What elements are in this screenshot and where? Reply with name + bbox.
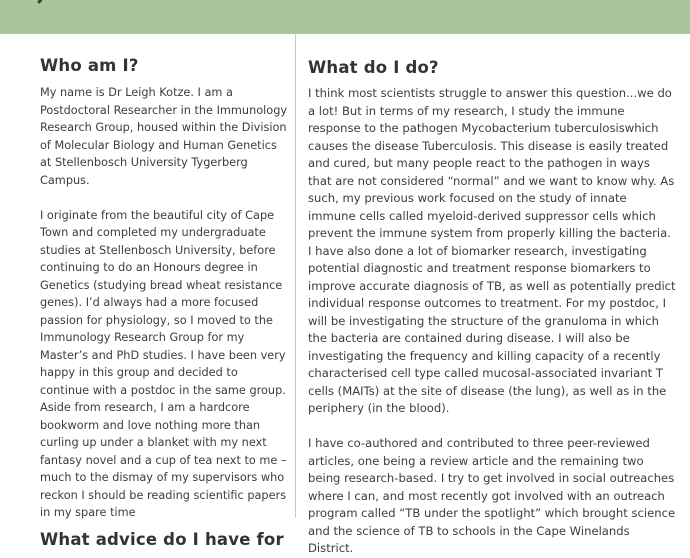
intro-paragraph: My name is Dr Leigh Kotze. I am a Postdoctoral Researcher in the Immunology Research Group, housed within the Division of Molecular Biology and Human Genetics at Stellenbosch University Tygerberg Campus.	[40, 86, 288, 187]
paragraph-gap	[40, 189, 290, 207]
publications-paragraph: I have co-authored and contributed to three peer-reviewed articles, one being a review article and the remaining two being research-based. I try to get involved in social outreaches where I can, and most recently got involved with an outreach program called “TB under the spotlight” which brought science and the science of TB to schools in the Cape Winelands District.	[308, 436, 676, 555]
banner-decoration	[37, 0, 46, 4]
column-divider	[295, 34, 296, 518]
advice-heading: What advice do I have for	[40, 529, 284, 549]
left-column	[40, 56, 290, 558]
research-paragraph: I think most scientists struggle to answer this question...we do a lot! But in terms of my research, I study the immune response to the pathogen Mycobacterium tuberculosiswhich causes the disease Tuberculosis. This disease is easily treated and cured, but many people react to the pathogen in ways that are not considered “normal” and we want to know why. As such, my previous work focused on the study of innate immune cells called myeloid-derived suppressor cells which prevent the immune system from properly killing the bacteria. I have also done a lot of biomarker research, investigating potential diagnostic and treatment response biomarkers to improve accurate diagnosis of TB, as well as potentially predict individual response outcomes to treatment. For my postdoc, I will be investigating the structure of the granuloma in which the bacteria are contained during disease. I will also be investigating the frequency and killing capacity of a recently characterised cell type called mucosal-associated invariant T cells (MAITs) at the site of disease (the lung), as well as in the periphery (in the blood).	[308, 86, 676, 415]
what-do-i-do-heading: What do I do?	[308, 58, 439, 77]
right-column	[308, 58, 676, 558]
paragraph-gap	[308, 418, 676, 436]
who-am-i-heading: Who am I?	[40, 56, 139, 75]
top-banner	[0, 0, 690, 34]
background-paragraph: I originate from the beautiful city of Cape Town and completed my undergraduate studies at Stellenbosch University, before continuing to do an Honours degree in Genetics (studying bread wheat resistance genes). I’d always had a more focused passion for physiology, so I moved to the Immunology Research Group for my Master’s and PhD studies. I have been very happy in this group and decided to continue with a postdoc in the same group. Aside from research, I am a hardcore bookworm and love nothing more than curling up under a blanket with my next fantasy novel and a cup of tea next to me – much to the dismay of my supervisors who reckon I should be reading scientific papers in my spare time	[40, 208, 287, 519]
